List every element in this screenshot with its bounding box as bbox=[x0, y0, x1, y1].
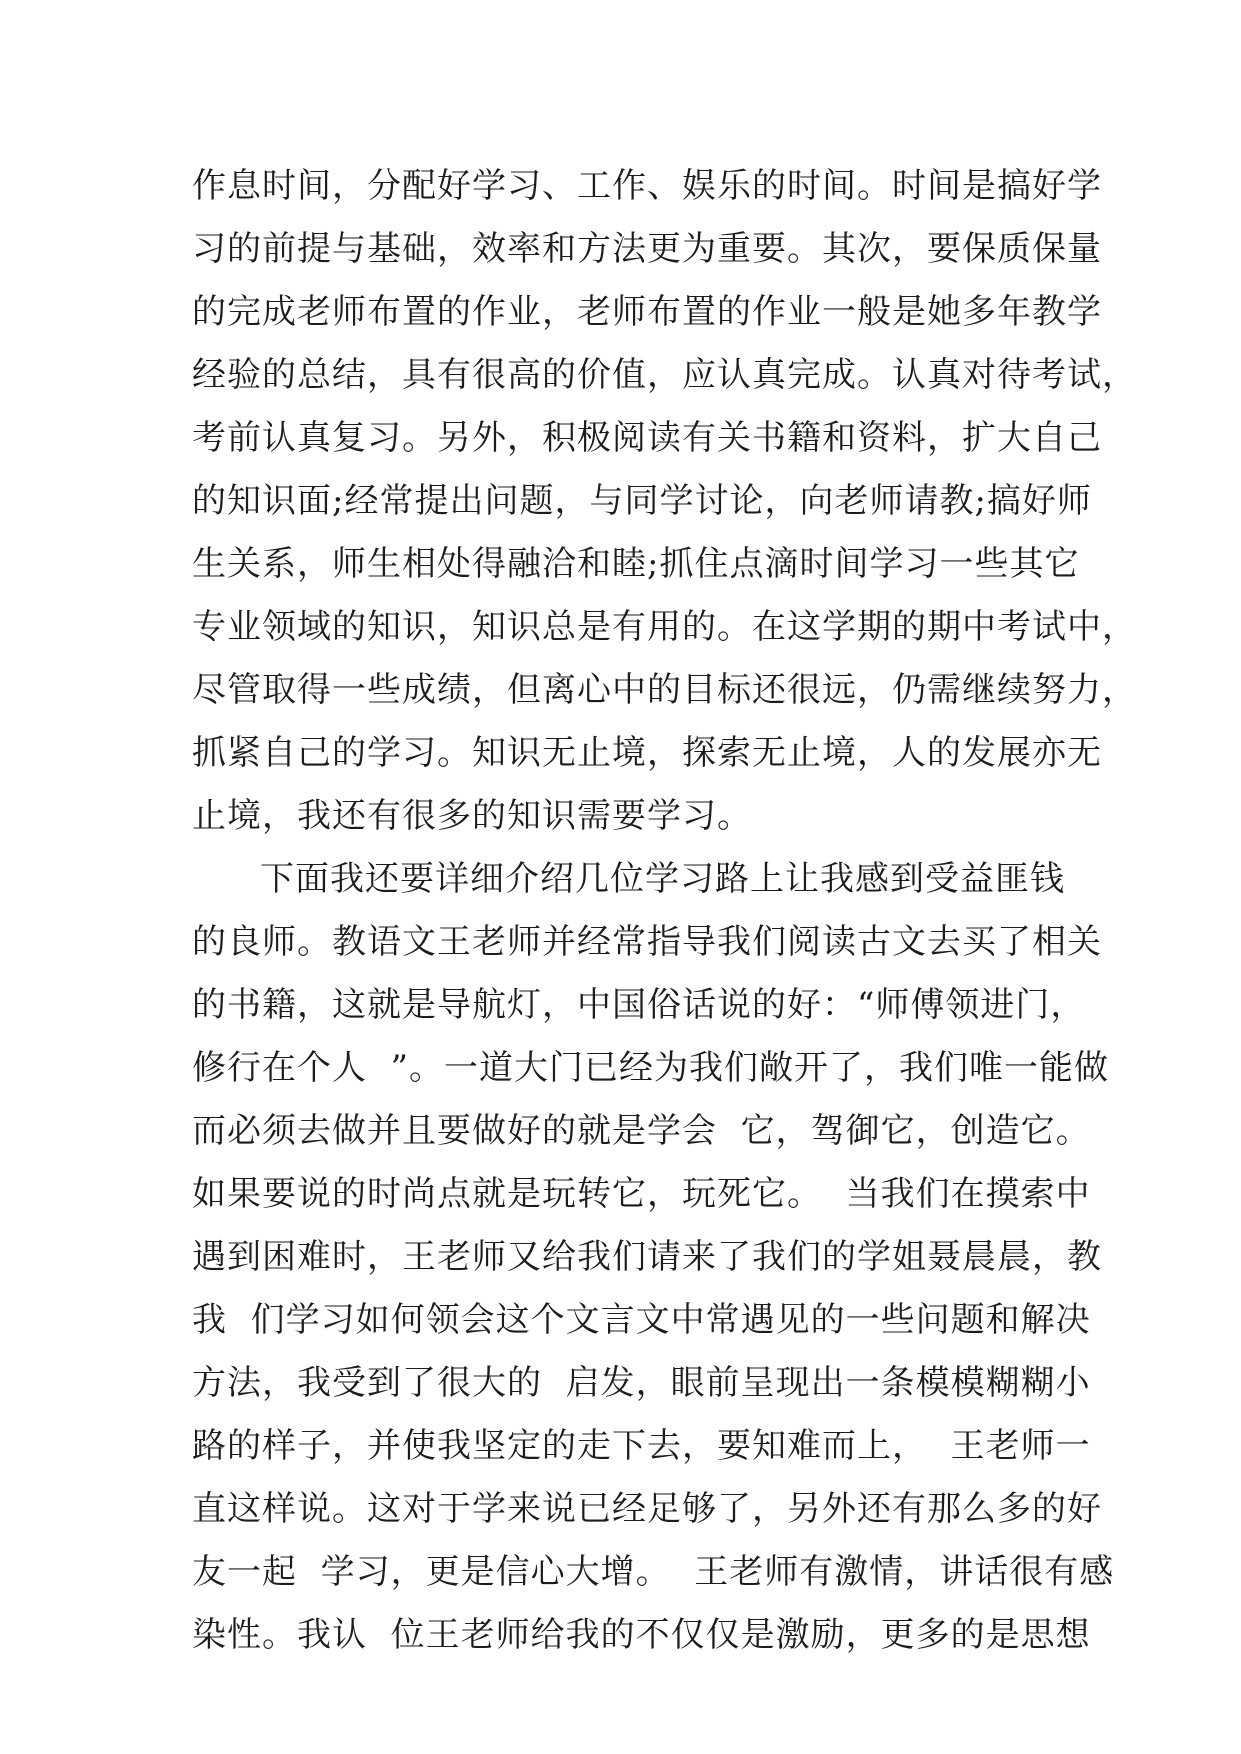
text-line: 生关系，师生相处得融洽和睦;抓住点滴时间学习一些其它 bbox=[192, 544, 1080, 584]
paragraph-first-line: 下面我还要详细介绍几位学习路上让我感到受益匪钱 bbox=[260, 859, 1065, 899]
text-line: 修行在个人 ”。一道大门已经为我们敞开了，我们唯一能做 bbox=[192, 1048, 1109, 1088]
text-line: 路的样子，并使我坚定的走下去，要知难而上， 王老师一 bbox=[192, 1426, 1091, 1466]
text-line: 止境，我还有很多的知识需要学习。 bbox=[192, 796, 752, 836]
text-line: 而必须去做并且要做好的就是学会 它，驾御它，创造它。 bbox=[192, 1111, 1091, 1151]
text-line: 考前认真复习。另外，积极阅读有关书籍和资料，扩大自己 bbox=[192, 418, 1102, 458]
text-line: 尽管取得一些成绩，但离心中的目标还很远，仍需继续努力， bbox=[192, 670, 1137, 710]
text-line: 的完成老师布置的作业，老师布置的作业一般是她多年教学 bbox=[192, 292, 1102, 332]
text-line: 作息时间，分配好学习、工作、娱乐的时间。时间是搞好学 bbox=[192, 166, 1102, 206]
text-line: 经验的总结，具有很高的价值，应认真完成。认真对待考试， bbox=[192, 355, 1137, 395]
text-line: 如果要说的时尚点就是玩转它，玩死它。 当我们在摸索中 bbox=[192, 1174, 1091, 1214]
text-line: 的良师。教语文王老师并经常指导我们阅读古文去买了相关 bbox=[192, 922, 1102, 962]
text-line: 的知识面;经常提出问题，与同学讨论，向老师请教;搞好师 bbox=[192, 481, 1092, 521]
text-line: 遇到困难时，王老师又给我们请来了我们的学姐聂晨晨，教 bbox=[192, 1237, 1102, 1277]
text-line: 习的前提与基础，效率和方法更为重要。其次，要保质保量 bbox=[192, 229, 1102, 269]
text-line: 专业领域的知识，知识总是有用的。在这学期的期中考试中， bbox=[192, 607, 1137, 647]
text-line: 我 们学习如何领会这个文言文中常遇见的一些问题和解决 bbox=[192, 1300, 1091, 1340]
document-page bbox=[192, 155, 1137, 1667]
text-line: 方法，我受到了很大的 启发，眼前呈现出一条模模糊糊小 bbox=[192, 1363, 1091, 1403]
text-line: 的书籍，这就是导航灯，中国俗话说的好：“师傅领进门， bbox=[192, 985, 1086, 1025]
text-line: 染性。我认 位王老师给我的不仅仅是激励，更多的是思想 bbox=[192, 1615, 1091, 1655]
text-line: 友一起 学习，更是信心大增。 王老师有激情，讲话很有感 bbox=[192, 1552, 1115, 1592]
text-line: 直这样说。这对于学来说已经足够了，另外还有那么多的好 bbox=[192, 1489, 1102, 1529]
text-line: 抓紧自己的学习。知识无止境，探索无止境，人的发展亦无 bbox=[192, 733, 1102, 773]
